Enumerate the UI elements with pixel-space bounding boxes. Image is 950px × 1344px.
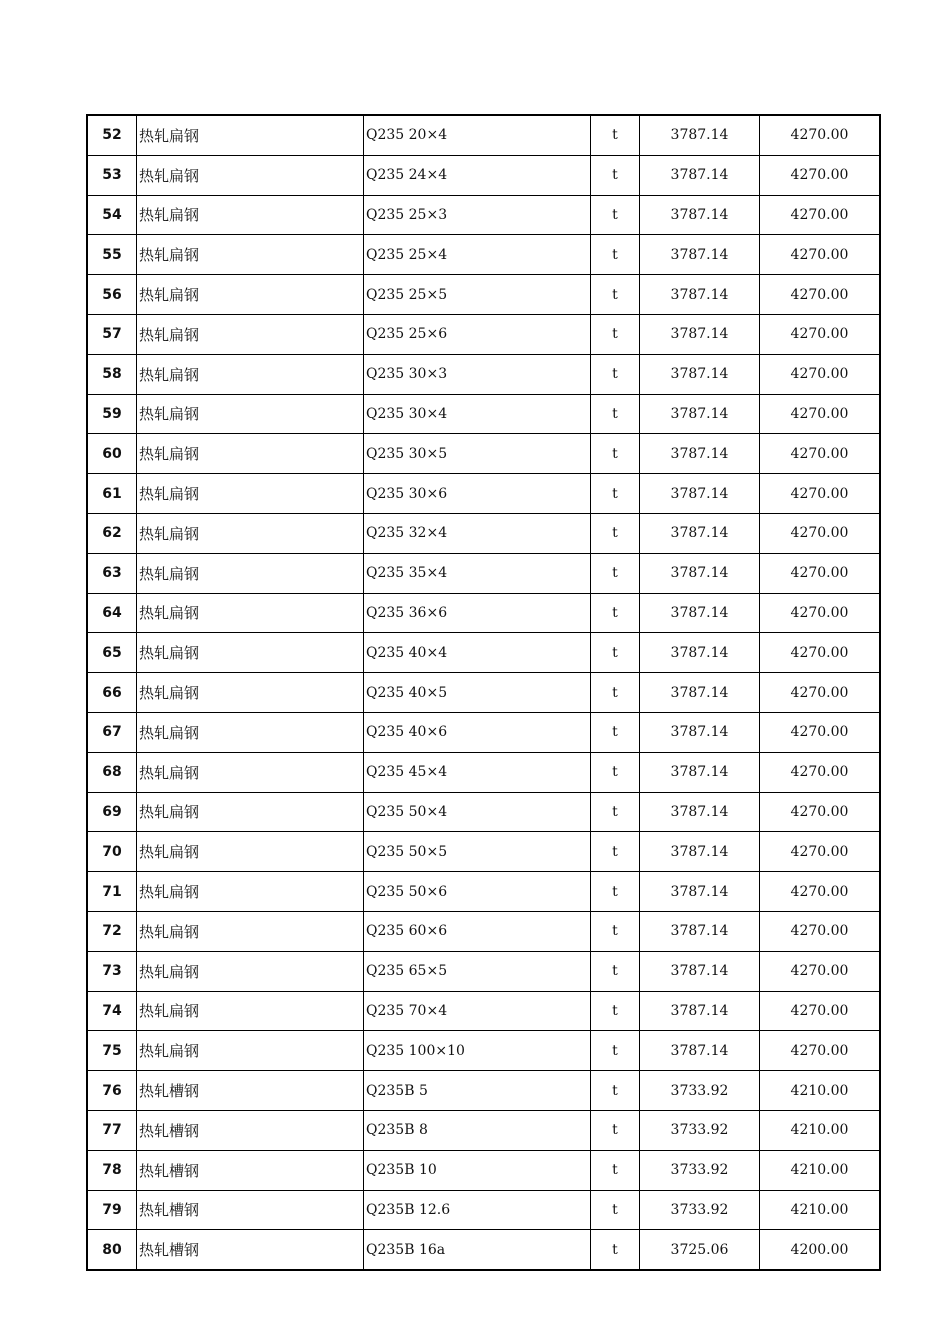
specification-cell: Q235 20×4 [364, 115, 591, 155]
specification-cell: Q235 65×5 [364, 951, 591, 991]
price-excl-tax-cell: 3787.14 [640, 155, 760, 195]
table-row [87, 712, 880, 752]
table-row [87, 1071, 880, 1111]
specification-cell: Q235B 10 [364, 1150, 591, 1190]
row-number-cell: 66 [87, 673, 137, 713]
price-excl-tax-cell: 3733.92 [640, 1150, 760, 1190]
unit-cell: t [591, 1031, 640, 1071]
table-row [87, 513, 880, 553]
price-incl-tax-cell: 4270.00 [760, 553, 881, 593]
price-excl-tax-cell: 3733.92 [640, 1110, 760, 1150]
table-row [87, 434, 880, 474]
price-incl-tax-cell: 4270.00 [760, 354, 881, 394]
row-number-cell: 71 [87, 872, 137, 912]
price-excl-tax-cell: 3787.14 [640, 911, 760, 951]
material-name-cell: 热轧扁钢 [137, 513, 364, 553]
material-name-cell: 热轧扁钢 [137, 1031, 364, 1071]
table-row [87, 633, 880, 673]
row-number-cell: 64 [87, 593, 137, 633]
price-incl-tax-cell: 4270.00 [760, 633, 881, 673]
unit-cell: t [591, 752, 640, 792]
unit-cell: t [591, 792, 640, 832]
row-number-cell: 74 [87, 991, 137, 1031]
unit-cell: t [591, 1071, 640, 1111]
price-excl-tax-cell: 3787.14 [640, 354, 760, 394]
table-row [87, 1150, 880, 1190]
specification-cell: Q235 45×4 [364, 752, 591, 792]
table-row [87, 474, 880, 514]
row-number-cell: 68 [87, 752, 137, 792]
specification-cell: Q235B 8 [364, 1110, 591, 1150]
material-name-cell: 热轧扁钢 [137, 633, 364, 673]
table-row [87, 1031, 880, 1071]
unit-cell: t [591, 1110, 640, 1150]
unit-cell: t [591, 633, 640, 673]
specification-cell: Q235 25×4 [364, 235, 591, 275]
row-number-cell: 76 [87, 1071, 137, 1111]
material-name-cell: 热轧扁钢 [137, 235, 364, 275]
row-number-cell: 73 [87, 951, 137, 991]
price-excl-tax-cell: 3787.14 [640, 275, 760, 315]
price-incl-tax-cell: 4270.00 [760, 673, 881, 713]
price-excl-tax-cell: 3733.92 [640, 1071, 760, 1111]
table-row [87, 1230, 880, 1270]
table-row [87, 275, 880, 315]
price-incl-tax-cell: 4270.00 [760, 474, 881, 514]
price-excl-tax-cell: 3725.06 [640, 1230, 760, 1270]
row-number-cell: 54 [87, 195, 137, 235]
row-number-cell: 55 [87, 235, 137, 275]
price-excl-tax-cell: 3787.14 [640, 712, 760, 752]
price-incl-tax-cell: 4270.00 [760, 951, 881, 991]
specification-cell: Q235 40×6 [364, 712, 591, 752]
material-name-cell: 热轧扁钢 [137, 593, 364, 633]
specification-cell: Q235 30×4 [364, 394, 591, 434]
price-incl-tax-cell: 4270.00 [760, 275, 881, 315]
price-incl-tax-cell: 4210.00 [760, 1150, 881, 1190]
unit-cell: t [591, 872, 640, 912]
price-incl-tax-cell: 4270.00 [760, 832, 881, 872]
unit-cell: t [591, 832, 640, 872]
row-number-cell: 78 [87, 1150, 137, 1190]
price-incl-tax-cell: 4270.00 [760, 712, 881, 752]
price-incl-tax-cell: 4270.00 [760, 195, 881, 235]
specification-cell: Q235 50×6 [364, 872, 591, 912]
material-name-cell: 热轧槽钢 [137, 1230, 364, 1270]
table-row [87, 911, 880, 951]
price-excl-tax-cell: 3787.14 [640, 951, 760, 991]
unit-cell: t [591, 394, 640, 434]
price-excl-tax-cell: 3787.14 [640, 115, 760, 155]
table-row [87, 832, 880, 872]
row-number-cell: 80 [87, 1230, 137, 1270]
specification-cell: Q235 24×4 [364, 155, 591, 195]
unit-cell: t [591, 474, 640, 514]
specification-cell: Q235 30×5 [364, 434, 591, 474]
table-row [87, 951, 880, 991]
row-number-cell: 67 [87, 712, 137, 752]
table-row [87, 553, 880, 593]
specification-cell: Q235 40×5 [364, 673, 591, 713]
price-excl-tax-cell: 3787.14 [640, 673, 760, 713]
material-name-cell: 热轧扁钢 [137, 394, 364, 434]
unit-cell: t [591, 275, 640, 315]
price-incl-tax-cell: 4270.00 [760, 115, 881, 155]
row-number-cell: 58 [87, 354, 137, 394]
material-name-cell: 热轧扁钢 [137, 792, 364, 832]
price-excl-tax-cell: 3787.14 [640, 593, 760, 633]
specification-cell: Q235 60×6 [364, 911, 591, 951]
unit-cell: t [591, 354, 640, 394]
table-row [87, 354, 880, 394]
price-incl-tax-cell: 4270.00 [760, 872, 881, 912]
price-excl-tax-cell: 3787.14 [640, 394, 760, 434]
table-row [87, 314, 880, 354]
unit-cell: t [591, 593, 640, 633]
unit-cell: t [591, 1190, 640, 1230]
material-name-cell: 热轧扁钢 [137, 951, 364, 991]
material-name-cell: 热轧槽钢 [137, 1110, 364, 1150]
unit-cell: t [591, 1230, 640, 1270]
row-number-cell: 79 [87, 1190, 137, 1230]
price-incl-tax-cell: 4270.00 [760, 314, 881, 354]
row-number-cell: 63 [87, 553, 137, 593]
price-incl-tax-cell: 4270.00 [760, 513, 881, 553]
table-row [87, 872, 880, 912]
table-row [87, 115, 880, 155]
price-incl-tax-cell: 4270.00 [760, 991, 881, 1031]
price-incl-tax-cell: 4270.00 [760, 155, 881, 195]
material-name-cell: 热轧扁钢 [137, 872, 364, 912]
unit-cell: t [591, 951, 640, 991]
row-number-cell: 75 [87, 1031, 137, 1071]
table-row [87, 195, 880, 235]
material-name-cell: 热轧扁钢 [137, 314, 364, 354]
specification-cell: Q235B 16a [364, 1230, 591, 1270]
specification-cell: Q235 50×4 [364, 792, 591, 832]
price-excl-tax-cell: 3787.14 [640, 513, 760, 553]
specification-cell: Q235 30×6 [364, 474, 591, 514]
price-excl-tax-cell: 3787.14 [640, 752, 760, 792]
specification-cell: Q235 25×5 [364, 275, 591, 315]
table-row [87, 1110, 880, 1150]
price-incl-tax-cell: 4210.00 [760, 1071, 881, 1111]
material-name-cell: 热轧扁钢 [137, 195, 364, 235]
specification-cell: Q235 25×6 [364, 314, 591, 354]
material-name-cell: 热轧扁钢 [137, 474, 364, 514]
material-name-cell: 热轧扁钢 [137, 911, 364, 951]
material-name-cell: 热轧扁钢 [137, 673, 364, 713]
price-incl-tax-cell: 4270.00 [760, 394, 881, 434]
price-incl-tax-cell: 4270.00 [760, 792, 881, 832]
material-name-cell: 热轧槽钢 [137, 1150, 364, 1190]
material-name-cell: 热轧扁钢 [137, 712, 364, 752]
material-name-cell: 热轧扁钢 [137, 832, 364, 872]
table-row [87, 235, 880, 275]
price-excl-tax-cell: 3787.14 [640, 792, 760, 832]
table-row [87, 394, 880, 434]
material-name-cell: 热轧扁钢 [137, 115, 364, 155]
specification-cell: Q235 100×10 [364, 1031, 591, 1071]
price-excl-tax-cell: 3787.14 [640, 235, 760, 275]
specification-cell: Q235B 5 [364, 1071, 591, 1111]
specification-cell: Q235B 12.6 [364, 1190, 591, 1230]
price-excl-tax-cell: 3787.14 [640, 991, 760, 1031]
unit-cell: t [591, 513, 640, 553]
material-name-cell: 热轧扁钢 [137, 434, 364, 474]
price-incl-tax-cell: 4270.00 [760, 593, 881, 633]
specification-cell: Q235 35×4 [364, 553, 591, 593]
row-number-cell: 57 [87, 314, 137, 354]
table-row [87, 792, 880, 832]
price-excl-tax-cell: 3787.14 [640, 434, 760, 474]
price-incl-tax-cell: 4270.00 [760, 911, 881, 951]
material-name-cell: 热轧槽钢 [137, 1190, 364, 1230]
row-number-cell: 61 [87, 474, 137, 514]
unit-cell: t [591, 115, 640, 155]
price-excl-tax-cell: 3787.14 [640, 633, 760, 673]
price-incl-tax-cell: 4210.00 [760, 1110, 881, 1150]
material-name-cell: 热轧扁钢 [137, 752, 364, 792]
price-excl-tax-cell: 3787.14 [640, 195, 760, 235]
row-number-cell: 77 [87, 1110, 137, 1150]
price-incl-tax-cell: 4270.00 [760, 434, 881, 474]
specification-cell: Q235 70×4 [364, 991, 591, 1031]
row-number-cell: 59 [87, 394, 137, 434]
unit-cell: t [591, 712, 640, 752]
table-body [87, 115, 880, 1270]
unit-cell: t [591, 673, 640, 713]
row-number-cell: 70 [87, 832, 137, 872]
material-name-cell: 热轧槽钢 [137, 1071, 364, 1111]
unit-cell: t [591, 195, 640, 235]
row-number-cell: 69 [87, 792, 137, 832]
specification-cell: Q235 30×3 [364, 354, 591, 394]
row-number-cell: 60 [87, 434, 137, 474]
material-name-cell: 热轧扁钢 [137, 991, 364, 1031]
specification-cell: Q235 50×5 [364, 832, 591, 872]
specification-cell: Q235 40×4 [364, 633, 591, 673]
price-table [86, 114, 881, 1271]
unit-cell: t [591, 1150, 640, 1190]
specification-cell: Q235 32×4 [364, 513, 591, 553]
material-name-cell: 热轧扁钢 [137, 553, 364, 593]
price-excl-tax-cell: 3787.14 [640, 832, 760, 872]
material-name-cell: 热轧扁钢 [137, 155, 364, 195]
table-row [87, 752, 880, 792]
row-number-cell: 65 [87, 633, 137, 673]
row-number-cell: 72 [87, 911, 137, 951]
price-excl-tax-cell: 3733.92 [640, 1190, 760, 1230]
price-incl-tax-cell: 4270.00 [760, 752, 881, 792]
unit-cell: t [591, 155, 640, 195]
row-number-cell: 62 [87, 513, 137, 553]
price-excl-tax-cell: 3787.14 [640, 314, 760, 354]
price-excl-tax-cell: 3787.14 [640, 553, 760, 593]
unit-cell: t [591, 314, 640, 354]
table-row [87, 991, 880, 1031]
table-row [87, 155, 880, 195]
price-incl-tax-cell: 4270.00 [760, 1031, 881, 1071]
price-excl-tax-cell: 3787.14 [640, 1031, 760, 1071]
unit-cell: t [591, 553, 640, 593]
row-number-cell: 56 [87, 275, 137, 315]
table-row [87, 593, 880, 633]
price-incl-tax-cell: 4270.00 [760, 235, 881, 275]
table-row [87, 673, 880, 713]
price-excl-tax-cell: 3787.14 [640, 474, 760, 514]
row-number-cell: 52 [87, 115, 137, 155]
unit-cell: t [591, 911, 640, 951]
material-name-cell: 热轧扁钢 [137, 275, 364, 315]
price-incl-tax-cell: 4200.00 [760, 1230, 881, 1270]
unit-cell: t [591, 991, 640, 1031]
table-row [87, 1190, 880, 1230]
specification-cell: Q235 36×6 [364, 593, 591, 633]
specification-cell: Q235 25×3 [364, 195, 591, 235]
row-number-cell: 53 [87, 155, 137, 195]
price-excl-tax-cell: 3787.14 [640, 872, 760, 912]
unit-cell: t [591, 434, 640, 474]
material-name-cell: 热轧扁钢 [137, 354, 364, 394]
price-incl-tax-cell: 4210.00 [760, 1190, 881, 1230]
unit-cell: t [591, 235, 640, 275]
